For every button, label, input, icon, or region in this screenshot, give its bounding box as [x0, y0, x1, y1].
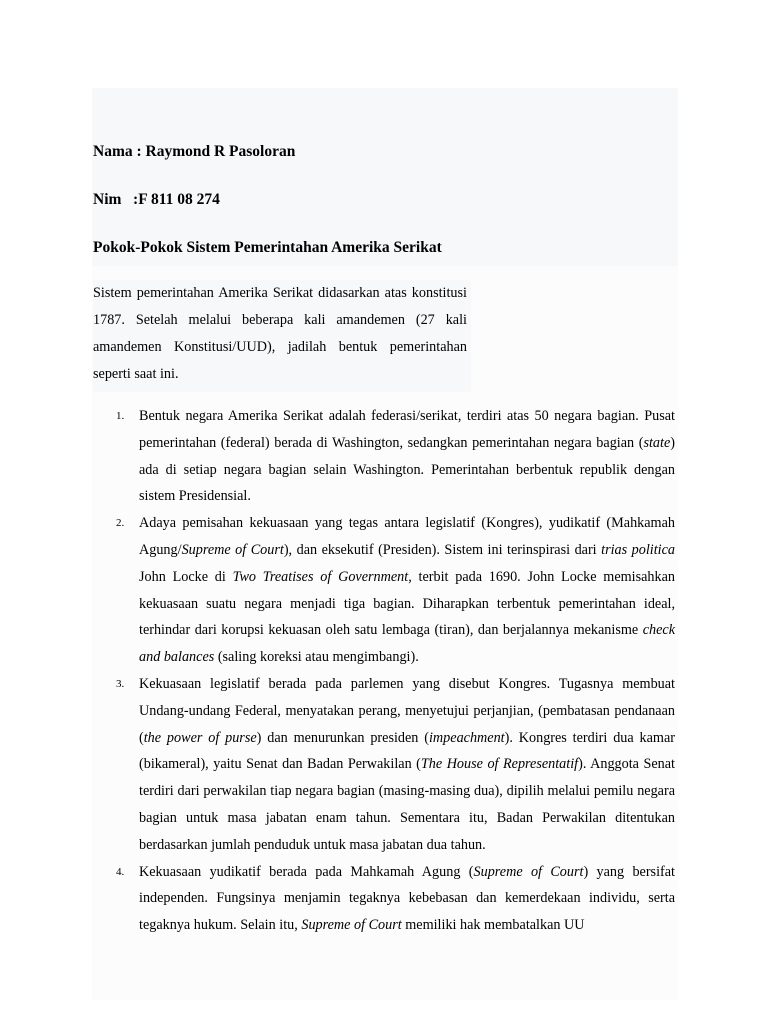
student-nim: Nim :F 811 08 274 — [93, 191, 220, 208]
list-item-text — [139, 403, 675, 510]
list-item-number: 4. — [116, 865, 125, 878]
text-segment: John Locke di — [139, 568, 233, 585]
text-segment: , terbit pada 1690. John Locke memisahkan kekuasaan suatu negara menjadi tiga bagian. Diharapkan terbentuk pemerintahan ideal, terhindar dari korupsi kekuasan oleh satu lembaga (tiran), dan berjalannya mekanisme — [139, 568, 675, 639]
italic-term: trias politica — [601, 541, 675, 558]
list-item-number: 1. — [116, 410, 125, 422]
student-name: Nama : Raymond R Pasoloran — [93, 143, 296, 160]
italic-term: state — [643, 434, 671, 451]
italic-term: Two Treatises of Government — [232, 568, 409, 585]
list-item — [0, 510, 768, 671]
text-segment: Kekuasaan legislatif berada pada parlemen yang disebut Kongres. Tugasnya membuat Undang-undang Federal, menyatakan perang, menyetujui perjanjian, (pembatasan pendanaan ( — [139, 675, 675, 746]
list-item — [0, 859, 768, 939]
list-item-text — [139, 671, 675, 859]
italic-term: Supreme of Court — [301, 917, 402, 934]
text-segment: memiliki hak membatalkan UU — [401, 917, 585, 934]
text-segment: ) yang bersifat independen. Fungsinya menjamin tegaknya kebebasan dan kemerdekaan individu, serta tegaknya hukum. Selain itu, — [139, 863, 675, 934]
list-item-number: 2. — [116, 517, 125, 530]
list-item-number: 3. — [116, 677, 125, 690]
text-segment: ) dan menurunkan presiden ( — [256, 729, 429, 746]
text-segment: ). Kongres terdiri dua kamar (bikameral), yaitu Senat dan Badan Perwakilan ( — [139, 729, 675, 773]
intro-paragraph: Sistem pemerintahan Amerika Serikat didasarkan atas konstitusi 1787. Setelah melalui beberapa kali amandemen (27 kali amandemen Konstitusi/UUD), jadilah bentuk pemerintahan seperti saat ini. — [93, 280, 471, 392]
text-segment: ), dan eksekutif (Presiden). Sistem ini terinspirasi dari — [283, 541, 602, 558]
italic-term: the power of purse — [143, 729, 257, 746]
italic-term: impeachment — [428, 729, 505, 746]
italic-term: check and balances — [139, 622, 675, 666]
text-segment: Bentuk negara Amerika Serikat adalah federasi/serikat, terdiri atas 50 negara bagian. Pusat pemerintahan (federal) berada di Washington, sedangkan pemerintahan negara bagian ( — [139, 408, 675, 451]
text-segment: ). Anggota Senat terdiri dari perwakilan tiap negara bagian (masing-masing dua), dipilih melalui pemilu negara bagian untuk masa jabatan enam tahun. Sementara itu, Badan Perwakilan ditentukan berdasarkan jumlah penduduk untuk masa jabatan dua tahun. — [139, 756, 675, 853]
list-item-text — [139, 859, 675, 939]
text-segment: Adaya pemisahan kekuasaan yang tegas antara legislatif (Kongres), yudikatif (Mahkamah Agung/ — [139, 515, 675, 558]
text-segment: ) ada di setiap negara bagian selain Washington. Pemerintahan berbentuk republik dengan sistem Presidensial. — [139, 434, 675, 505]
italic-term: The House of Representatif — [420, 756, 579, 773]
list-item-text — [139, 510, 675, 671]
italic-term: Supreme of Court — [473, 863, 584, 880]
italic-term: Supreme of Court — [181, 541, 284, 558]
text-segment: (saling koreksi atau mengimbangi). — [214, 649, 419, 666]
text-segment: Kekuasaan yudikatif berada pada Mahkamah Agung ( — [139, 863, 474, 880]
numbered-list — [0, 403, 768, 939]
list-item — [0, 671, 768, 859]
document-title: Pokok-Pokok Sistem Pemerintahan Amerika Serikat — [93, 239, 442, 256]
list-item — [0, 403, 768, 510]
